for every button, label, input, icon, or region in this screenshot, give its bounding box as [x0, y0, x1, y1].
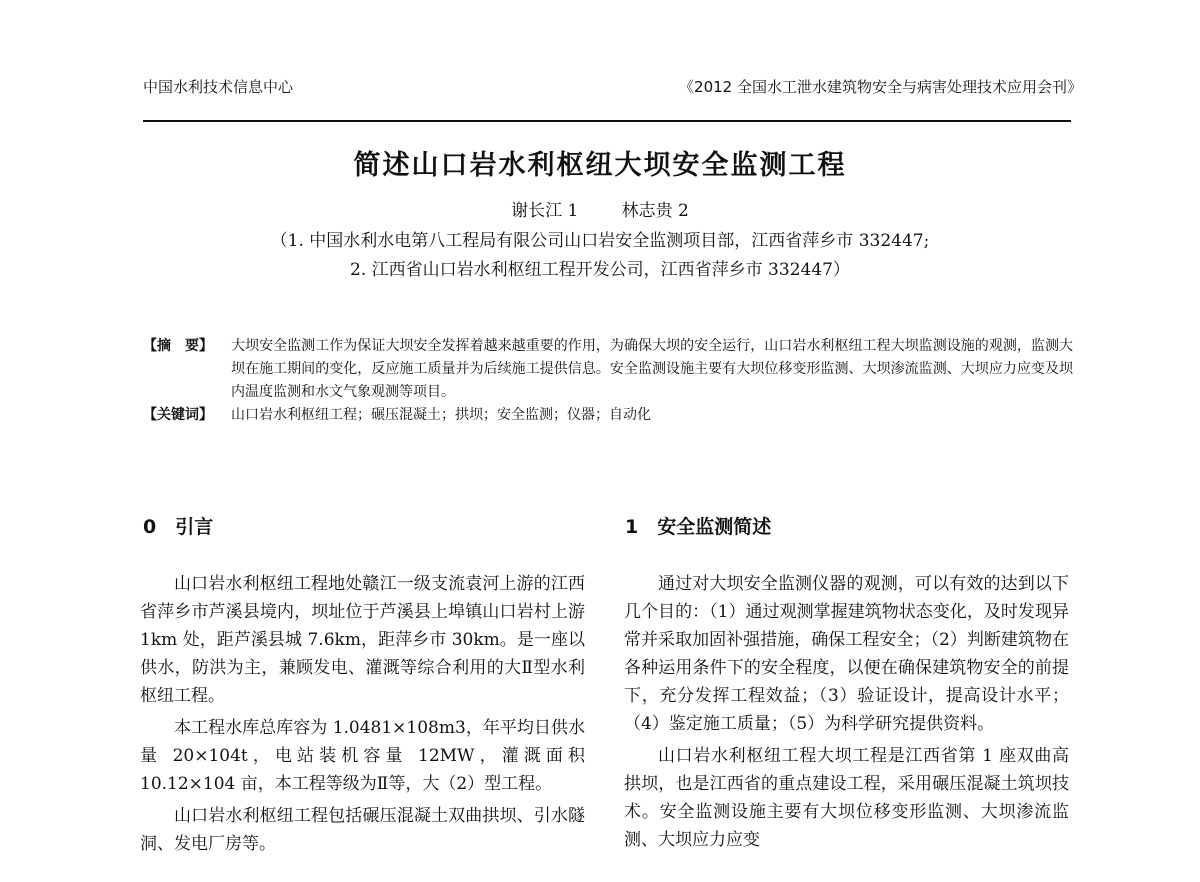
left-column [140, 570, 585, 862]
running-header-left: 中国水利技术信息中心 [143, 78, 294, 96]
paragraph: 山口岩水利枢纽工程大坝工程是江西省第 1 座双曲高拱坝，也是江西省的重点建设工程，采用碾压混凝土筑坝技术。安全监测设施主要有大坝位移变形监测、大坝渗流监测、大坝应力应变 [624, 746, 1069, 850]
paragraph: 山口岩水利枢纽工程地处赣江一级支流袁河上游的江西省萍乡市芦溪县境内，坝址位于芦溪县上埠镇山口岩村上游 1km 处，距芦溪县城 7.6km，距萍乡市 30km。是一座以供水，防洪为主，兼顾发电、灌溉等综合利用的大Ⅱ型水利枢纽工程。 [140, 574, 585, 706]
abstract-text: 大坝安全监测工作为保证大坝安全发挥着越来越重要的作用，为确保大坝的安全运行，山口岩水利枢纽工程大坝监测设施的观测，监测大坝在施工期间的变化，反应施工质量并为后续施工提供信息。安全监测设施主要有大坝位移变形监测、大坝渗流监测、大坝应力应变及坝内温度监测和水文气象观测等项目。 [231, 338, 1073, 400]
authors: 谢长江 1 林志贵 2 [511, 201, 689, 221]
paragraph: 本工程水库总库容为 1.0481×108m3，年平均日供水量 20×104t，电站装机容量 12MW，灌溉面积 10.12×104 亩，本工程等级为Ⅱ等，大（2）型工程。 [140, 718, 585, 794]
paper-title: 简述山口岩水利枢纽大坝安全监测工程 [353, 150, 847, 181]
abstract-block [143, 335, 1073, 427]
section-heading-monitoring-overview: 1 安全监测简述 [625, 516, 772, 538]
header-rule [143, 120, 1071, 122]
abstract-label: 【摘 要】 [143, 338, 213, 354]
paragraph: 通过对大坝安全监测仪器的观测，可以有效的达到以下几个目的：（1）通过观测掌握建筑物状态变化，及时发现异常并采取加固补强措施，确保工程安全；（2）判断建筑物在各种运用条件下的安全程度，以便在确保建筑物安全的前提下，充分发挥工程效益；（3）验证设计，提高设计水平；（4）鉴定施工质量；（5）为科学研究提供资料。 [624, 574, 1069, 734]
keywords-label: 【关键词】 [143, 407, 213, 423]
keywords-row [143, 404, 1073, 427]
keywords-text: 山口岩水利枢纽工程；碾压混凝土；拱坝；安全监测；仪器；自动化 [231, 407, 651, 423]
affiliation-1: （1. 中国水利水电第八工程局有限公司山口岩安全监测项目部，江西省萍乡市 332447; [270, 231, 930, 251]
affiliation-2: 2. 江西省山口岩水利枢纽工程开发公司，江西省萍乡市 332447） [350, 260, 850, 280]
right-column [624, 570, 1069, 858]
section-heading-introduction: 0 引言 [143, 516, 214, 538]
running-header-right: 《2012 全国水工泄水建筑物安全与病害处理技术应用会刊》 [679, 78, 1082, 96]
abstract-row [143, 335, 1073, 404]
paragraph: 山口岩水利枢纽工程包括碾压混凝土双曲拱坝、引水隧洞、发电厂房等。 [140, 806, 585, 854]
